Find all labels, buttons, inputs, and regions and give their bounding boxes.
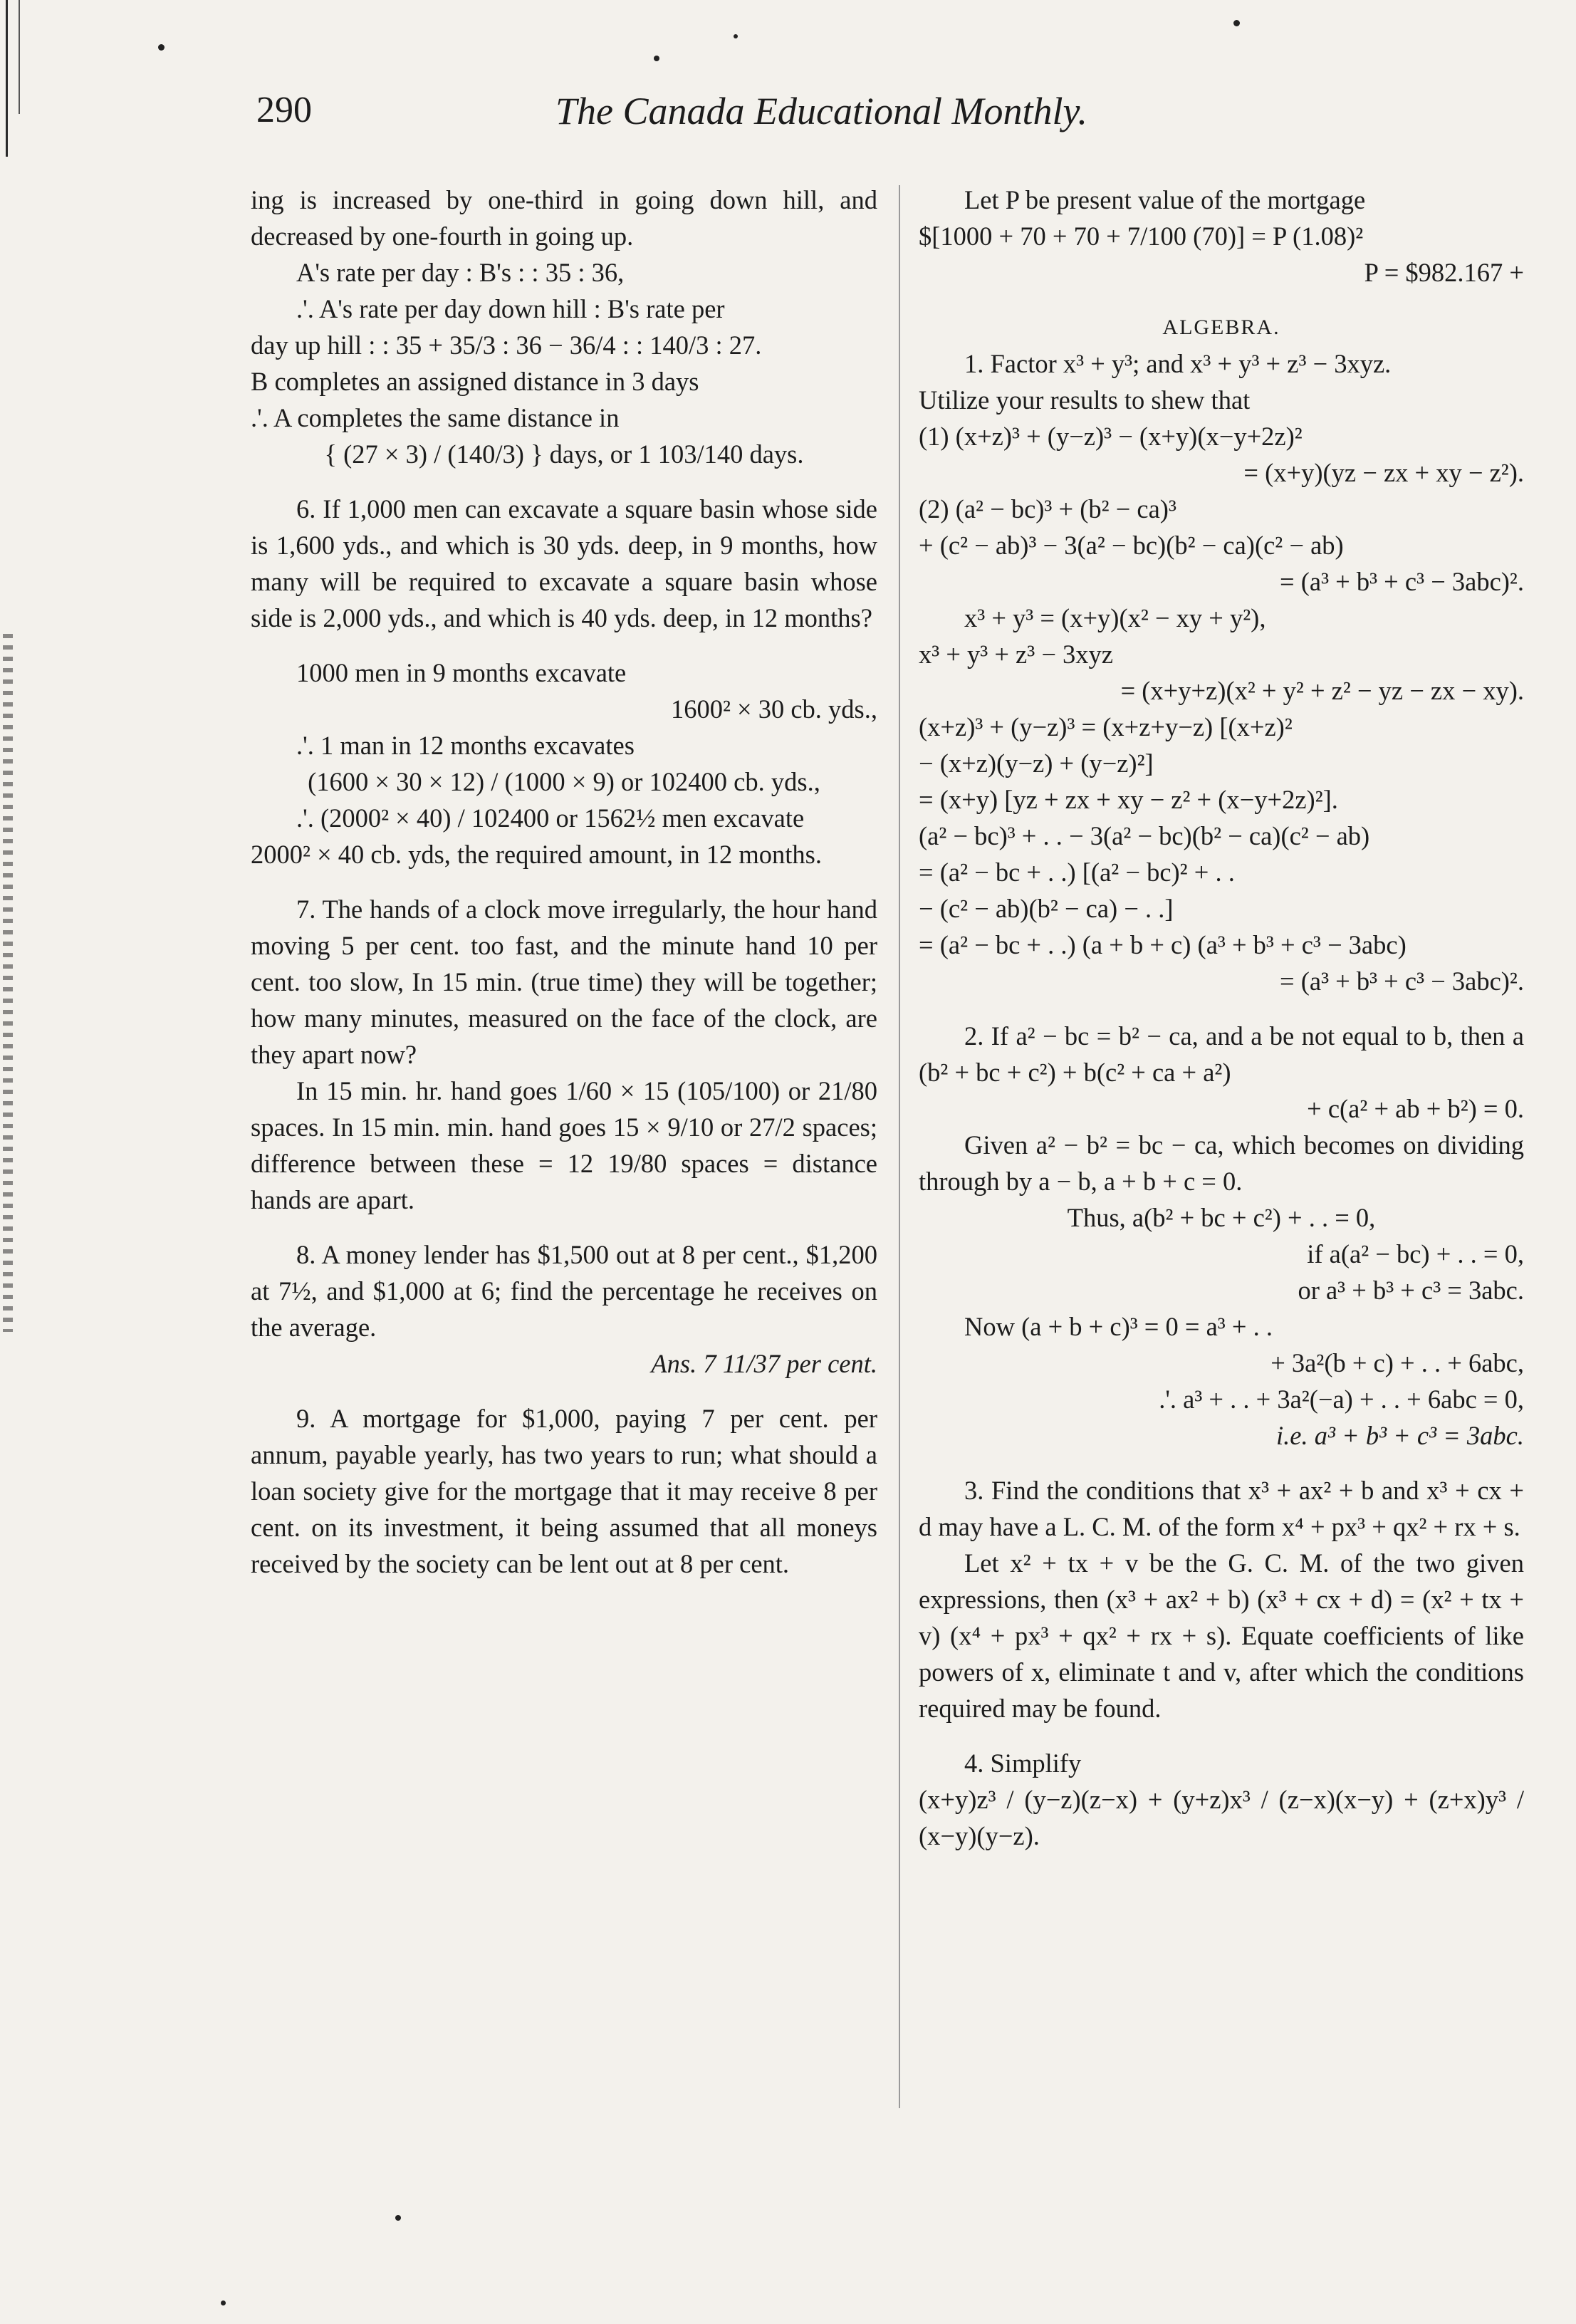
- scan-speck: [221, 2300, 226, 2305]
- left-paragraph: 6. If 1,000 men can excavate a square basin whose side is 1,600 yds., and which is 30 yds. deep, in 9 months, how many will be required to excavate a square basin whose side is 2,000 yds., and which is 40 yds. deep, in 12 months?: [251, 494, 877, 632]
- left-paragraph: 8. A money lender has $1,500 out at 8 per cent., $1,200 at 7½, and $1,000 at 6; find the percentage he receives on the average.: [251, 1240, 877, 1342]
- page-header: [256, 89, 1253, 139]
- right-paragraph: (1) (x+z)³ + (y−z)³ − (x+y)(x−y+2z)²: [919, 422, 1303, 451]
- right-paragraph: = (x+y) [yz + zx + xy − z² + (x−y+2z)²].: [919, 785, 1338, 814]
- left-paragraph: day up hill : : 35 + 35/3 : 36 − 36/4 : : 140/3 : 27.: [251, 330, 762, 360]
- left-paragraph: 1000 men in 9 months excavate: [296, 658, 627, 687]
- running-title: The Canada Educational Monthly.: [555, 90, 1087, 132]
- right-paragraph: if a(a² − bc) + . . = 0,: [1307, 1239, 1524, 1268]
- left-paragraph: A's rate per day : B's : : 35 : 36,: [296, 258, 625, 287]
- right-paragraph: + (c² − ab)³ − 3(a² − bc)(b² − ca)(c² − ab): [919, 531, 1344, 560]
- right-paragraph: + 3a²(b + c) + . . + 6abc,: [1270, 1348, 1524, 1377]
- margin-rule: [6, 0, 8, 157]
- right-paragraph: Let P be present value of the mortgage: [964, 185, 1366, 214]
- right-paragraph: Thus, a(b² + bc + c²) + . . = 0,: [1067, 1203, 1376, 1232]
- right-paragraph: Now (a + b + c)³ = 0 = a³ + . .: [964, 1312, 1273, 1341]
- left-paragraph: 1600² × 30 cb. yds.,: [670, 694, 877, 724]
- right-paragraph: − (x+z)(y−z) + (y−z)²]: [919, 749, 1154, 778]
- left-paragraph: ing is increased by one-third in going down hill, and decreased by one-fourth in going up.: [251, 185, 877, 251]
- left-paragraph: B completes an assigned distance in 3 days: [251, 367, 699, 396]
- right-paragraph: (x+y)z³ / (y−z)(z−x) + (y+z)x³ / (z−x)(x−y) + (z+x)y³ / (x−y)(y−z).: [919, 1785, 1524, 1850]
- right-paragraph: = (a³ + b³ + c³ − 3abc)².: [1280, 966, 1524, 996]
- right-paragraph: + c(a² + ab + b²) = 0.: [1307, 1094, 1524, 1123]
- right-paragraph: Utilize your results to shew that: [919, 385, 1251, 415]
- right-paragraph: (x+z)³ + (y−z)³ = (x+z+y−z) [(x+z)²: [919, 712, 1293, 741]
- scan-speck: [158, 44, 165, 51]
- right-paragraph: or a³ + b³ + c³ = 3abc.: [1298, 1276, 1524, 1305]
- right-paragraph: = (x+y)(yz − zx + xy − z²).: [1243, 458, 1524, 487]
- left-paragraph: .'. 1 man in 12 months excavates: [296, 731, 635, 760]
- right-paragraph: = (x+y+z)(x² + y² + z² − yz − zx − xy).: [1120, 676, 1524, 705]
- right-paragraph: 1. Factor x³ + y³; and x³ + y³ + z³ − 3xyz.: [964, 349, 1392, 378]
- right-paragraph: = (a² − bc + . .) (a + b + c) (a³ + b³ + c³ − 3abc): [919, 930, 1407, 959]
- scan-edge-noise: [3, 634, 13, 1332]
- right-paragraph: x³ + y³ + z³ − 3xyz: [919, 640, 1113, 669]
- left-paragraph: In 15 min. hr. hand goes 1/60 × 15 (105/100) or 21/80 spaces. In 15 min. min. hand goes 15 × 9/10 or 27/2 spaces; difference between these = 12 19/80 spaces = distance hands are apart.: [251, 1076, 877, 1214]
- right-paragraph: $[1000 + 70 + 70 + 7/100 (70)] = P (1.08)²: [919, 222, 1364, 251]
- right-paragraph: 3. Find the conditions that x³ + ax² + b and x³ + cx + d may have a L. C. M. of the form x⁴ + px³ + qx² + rx + s.: [919, 1476, 1524, 1541]
- left-paragraph: 9. A mortgage for $1,000, paying 7 per cent. per annum, payable yearly, has two years to run; what should a loan society give for the mortgage that it may receive 8 per cent. on its investment, it being assumed that all moneys received by the society can be lent out at 8 per cent.: [251, 1404, 877, 1578]
- right-paragraph: − (c² − ab)(b² − ca) − . .]: [919, 894, 1174, 923]
- right-paragraph: i.e. a³ + b³ + c³ = 3abc.: [1276, 1421, 1524, 1450]
- right-paragraph: 2. If a² − bc = b² − ca, and a be not equal to b, then a (b² + bc + c²) + b(c² + ca + a²): [919, 1021, 1524, 1087]
- left-paragraph: .'. A completes the same distance in: [251, 403, 620, 432]
- left-paragraph: 7. The hands of a clock move irregularly, the hour hand moving 5 per cent. too fast, and the minute hand 10 per cent. too slow, In 15 min. (true time) they will be together; how many minutes, measured on the face of the clock, are they apart now?: [251, 895, 877, 1069]
- scan-speck: [654, 56, 659, 61]
- right-paragraph: ALGEBRA.: [1162, 316, 1280, 339]
- right-column: [919, 182, 1524, 1854]
- right-paragraph: Let x² + tx + v be the G. C. M. of the two given expressions, then (x³ + ax² + b) (x³ + cx + d) = (x² + tx + v) (x⁴ + px³ + qx² + rx + s). Equate coefficients of like powers of x, eliminate t and v, after which the conditions required may be found.: [919, 1548, 1524, 1723]
- right-paragraph: (2) (a² − bc)³ + (b² − ca)³: [919, 494, 1176, 523]
- left-paragraph: { (27 × 3) / (140/3) } days, or 1 103/140 days.: [324, 439, 804, 469]
- scan-speck: [1233, 20, 1240, 26]
- left-paragraph: (1600 × 30 × 12) / (1000 × 9) or 102400 cb. yds.,: [308, 767, 820, 796]
- left-paragraph: .'. A's rate per day down hill : B's rate per: [296, 294, 725, 323]
- left-paragraph: 2000² × 40 cb. yds, the required amount, in 12 months.: [251, 840, 822, 869]
- scan-speck: [734, 34, 738, 38]
- left-paragraph: .'. (2000² × 40) / 102400 or 1562½ men excavate: [296, 803, 805, 833]
- right-paragraph: .'. a³ + . . + 3a²(−a) + . . + 6abc = 0,: [1159, 1385, 1524, 1414]
- right-paragraph: = (a³ + b³ + c³ − 3abc)².: [1280, 567, 1524, 596]
- right-paragraph: P = $982.167 +: [1364, 258, 1524, 287]
- scan-speck: [395, 2215, 401, 2221]
- right-paragraph: Given a² − b² = bc − ca, which becomes on dividing through by a − b, a + b + c = 0.: [919, 1130, 1524, 1196]
- page-number: 290: [256, 90, 312, 130]
- right-paragraph: = (a² − bc + . .) [(a² − bc)² + . .: [919, 858, 1235, 887]
- left-column: [251, 182, 877, 1582]
- left-paragraph: Ans. 7 11/37 per cent.: [651, 1349, 877, 1378]
- column-divider: [899, 185, 900, 2108]
- right-paragraph: 4. Simplify: [964, 1749, 1082, 1778]
- right-paragraph: (a² − bc)³ + . . − 3(a² − bc)(b² − ca)(c² − ab): [919, 821, 1370, 850]
- right-paragraph: x³ + y³ = (x+y)(x² − xy + y²),: [964, 603, 1266, 632]
- margin-rule: [19, 0, 20, 114]
